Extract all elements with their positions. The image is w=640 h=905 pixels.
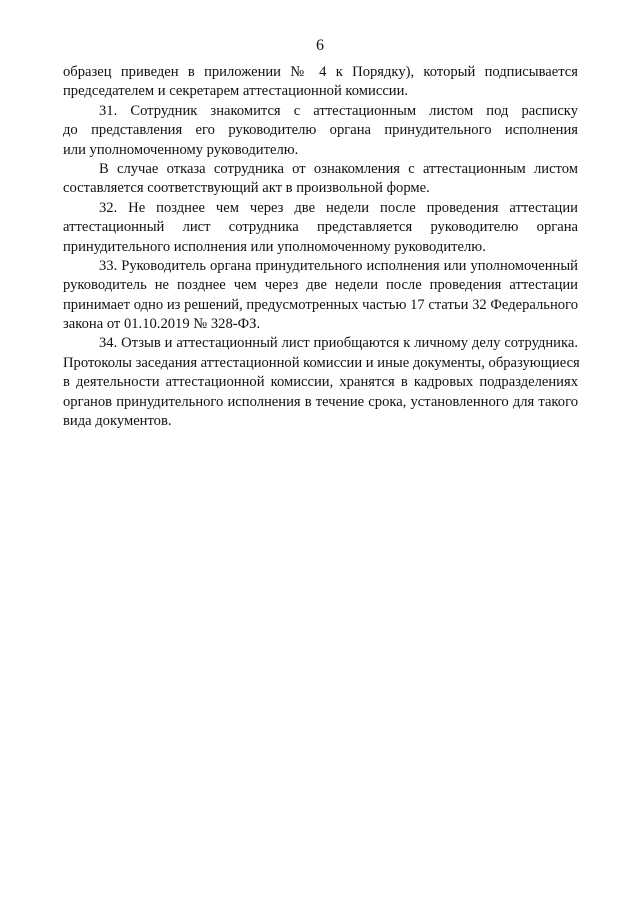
text-line: принудительного исполнения или уполномоченному руководителю. — [63, 238, 486, 255]
text-line: руководитель не позднее чем через две недели после проведения аттестации — [63, 277, 578, 294]
paragraph — [63, 63, 578, 102]
text-line: образец приведен в приложении № 4 к Порядку), который подписывается — [63, 64, 578, 80]
page-number: 6 — [316, 37, 324, 54]
paragraph — [63, 257, 578, 335]
text-line: вида документов. — [63, 413, 172, 430]
paragraph — [63, 102, 578, 160]
text-line: 34. Отзыв и аттестационный лист приобщаются к личному делу сотрудника. — [99, 335, 578, 352]
text-line: до представления его руководителю органа принудительного исполнения — [63, 122, 578, 139]
text-line: 31. Сотрудник знакомится с аттестационным листом под расписку — [99, 102, 578, 119]
text-line: или уполномоченному руководителю. — [63, 141, 299, 158]
paragraph — [63, 160, 578, 199]
text-line: составляется соответствующий акт в произвольной форме. — [63, 180, 430, 197]
text-line: 33. Руководитель органа принудительного исполнения или уполномоченный — [99, 257, 578, 274]
text-line: принимает одно из решений, предусмотренных частью 17 статьи 32 Федерального — [63, 296, 578, 313]
paragraph — [63, 199, 578, 257]
text-line: В случае отказа сотрудника от ознакомления с аттестационным листом — [99, 160, 578, 177]
text-line: Протоколы заседания аттестационной комиссии и иные документы, образующиеся — [63, 354, 580, 371]
text-line: 32. Не позднее чем через две недели после проведения аттестации — [99, 199, 578, 216]
text-line: председателем и секретарем аттестационной комиссии. — [63, 83, 409, 100]
paragraph — [63, 334, 578, 431]
text-line: аттестационный лист сотрудника представляется руководителю органа — [63, 219, 578, 236]
text-line: в деятельности аттестационной комиссии, хранятся в кадровых подразделениях — [63, 374, 578, 391]
text-line: закона от 01.10.2019 № 328-ФЗ. — [63, 316, 261, 333]
text-line: органов принудительного исполнения в течение срока, установленного для такого — [63, 393, 578, 410]
document-body — [63, 63, 578, 431]
